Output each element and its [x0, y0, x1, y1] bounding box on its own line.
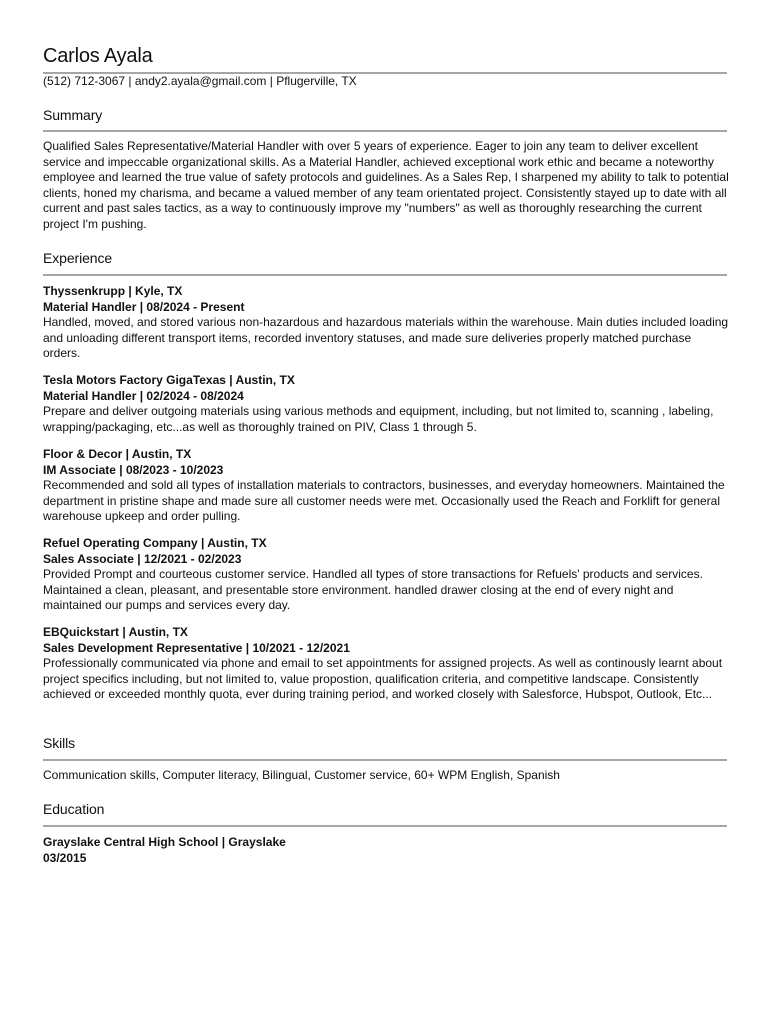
- education-heading: Education: [43, 801, 105, 817]
- contact-line: (512) 712-3067 | andy2.ayala@gmail.com | Pflugerville, TX: [43, 74, 357, 88]
- job-company: Thyssenkrupp | Kyle, TX: [43, 284, 183, 298]
- summary-heading: Summary: [43, 107, 103, 123]
- job-description: Handled, moved, and stored various non-hazardous and hazardous materials within the warehouse. Main duties included loading and unloading different transport items, recorded inventory statuses, and made sure deliveries properly matched purchase orders.: [43, 315, 729, 360]
- summary-text: Qualified Sales Representative/Material Handler with over 5 years of experience. Eager to join any team to deliver excellent service and impeccable organizational skills. As a Material Handler, achieved exceptional work ethic and became a noteworthy employee and learned the true value of safety protocols and guidelines. As a Sales Rep, I sharpened my ability to talk to potential clients, honed my charisma, and became a valued member of any team orientated project. Consistently stayed up to date with all current and past sales tactics, as a way to continuously improve my "numbers" as well as thoroughly researching the current project I'm pushing.: [43, 139, 729, 231]
- job-role: Material Handler | 08/2024 - Present: [43, 299, 245, 314]
- job-role: Sales Development Representative | 10/2021 - 12/2021: [43, 640, 350, 655]
- job-role: IM Associate | 08/2023 - 10/2023: [43, 462, 224, 477]
- job-company: EBQuickstart | Austin, TX: [43, 625, 188, 639]
- candidate-name: Carlos Ayala: [43, 45, 153, 67]
- education-school: Grayslake Central High School | Grayslake: [43, 835, 286, 849]
- job-entry: [43, 536, 731, 614]
- job-entry: [43, 284, 731, 362]
- job-role: Material Handler | 02/2024 - 08/2024: [43, 388, 244, 403]
- job-role: Sales Associate | 12/2021 - 02/2023: [43, 551, 242, 566]
- job-description: Provided Prompt and courteous customer service. Handled all types of store transactions for Refuels' products and services. Maintained a clean, pleasant, and presentable store environment. handled drawer closing at the end of every night and maintained our pumps and services every day.: [43, 567, 703, 612]
- summary-divider: [43, 130, 727, 132]
- skills-divider: [43, 759, 727, 761]
- education-date: 03/2015: [43, 851, 87, 865]
- job-description: Prepare and deliver outgoing materials using various methods and equipment, including, but not limited to, scanning , labeling, wrapping/packaging, etc...as well as thoroughly trained on PIV, Class 1 through 5.: [43, 404, 714, 434]
- experience-divider: [43, 274, 727, 276]
- job-entry: [43, 625, 731, 703]
- job-company: Floor & Decor | Austin, TX: [43, 447, 192, 461]
- experience-heading: Experience: [43, 250, 113, 266]
- skills-heading: Skills: [43, 735, 76, 751]
- education-divider: [43, 825, 727, 827]
- job-company: Refuel Operating Company | Austin, TX: [43, 536, 267, 550]
- job-entry: [43, 373, 731, 435]
- job-entry: [43, 447, 731, 525]
- job-description: Recommended and sold all types of installation materials to contractors, businesses, and everyday homeowners. Maintained the department in pristine shape and made sure all customer needs were met. Occasionally used the Reach and Forklift for general warehouse upkeep and order pulling.: [43, 478, 725, 523]
- job-description: Professionally communicated via phone and email to set appointments for assigned projects. As well as continously learnt about project specifics including, but not limited to, value propostion, qualification criteria, and competitive landscape. Consistently achieved or exceeded monthly quota, ever during training period, and worked closely with Salesforce, Hubspot, Outlook, Etc...: [43, 656, 723, 701]
- job-company: Tesla Motors Factory GigaTexas | Austin, TX: [43, 373, 295, 387]
- skills-text: Communication skills, Computer literacy, Bilingual, Customer service, 60+ WPM English, Spanish: [43, 768, 560, 782]
